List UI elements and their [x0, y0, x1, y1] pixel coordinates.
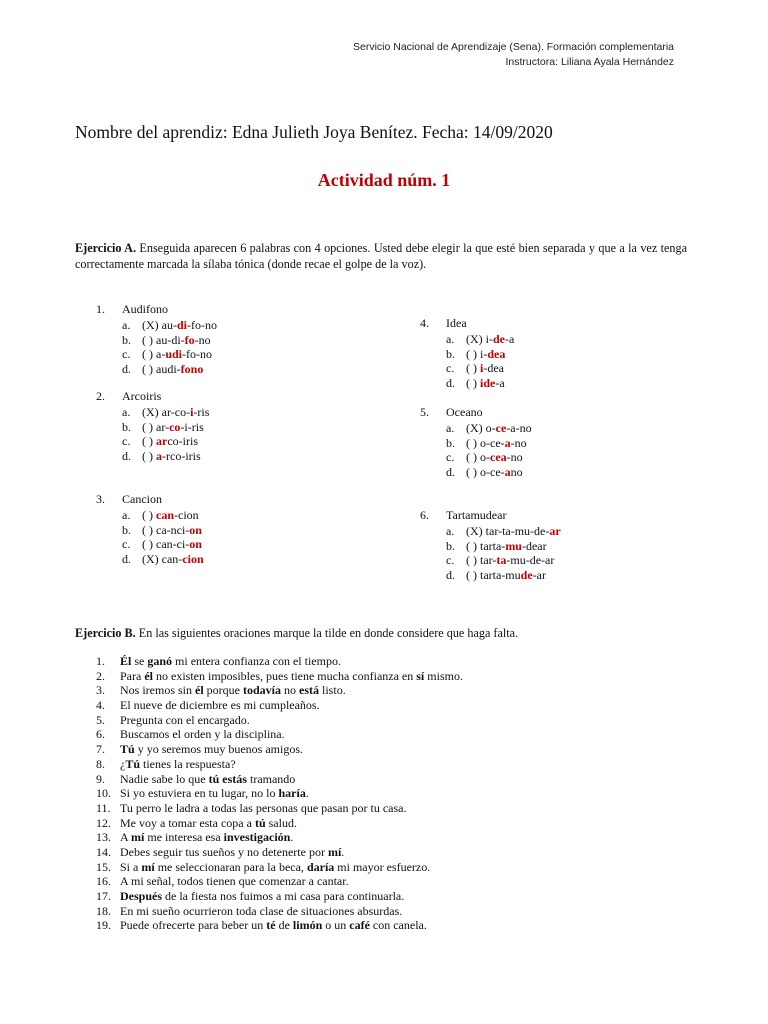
answer-option [446, 361, 514, 376]
syllable-text: ( ) tar- [466, 553, 497, 568]
sentence-text: A [120, 830, 132, 845]
stressed-syllable: can [156, 508, 174, 522]
answer-option [122, 318, 217, 333]
exercise-a-instructions [75, 240, 687, 272]
sentence-item [96, 698, 463, 713]
answer-option [122, 449, 209, 464]
accented-word: Tú [120, 742, 135, 757]
sentence-text: o un [322, 918, 350, 933]
syllable-text: ( ) tarta-mu [466, 567, 521, 582]
stressed-syllable: ce [495, 421, 507, 435]
syllable-text: no [510, 464, 523, 479]
syllable-text: ( ) [142, 448, 156, 463]
sentence-number: 1. [96, 654, 105, 668]
accented-word: té [266, 918, 276, 933]
accented-word: él [144, 668, 153, 683]
sentence-text: con canela. [369, 918, 427, 933]
exercise-b-text: En las siguientes oraciones marque la tilde en donde considere que haga falta. [135, 626, 519, 640]
sentence-item [96, 742, 463, 757]
sentence-text: salud. [265, 815, 297, 830]
sentence-item [96, 801, 463, 816]
answer-option [122, 552, 204, 567]
answer-option [446, 436, 532, 451]
sentence-text: Si yo estuviera en tu lugar, no lo [120, 786, 279, 801]
sentence-text: . [290, 830, 294, 845]
sentence-number: 2. [96, 668, 105, 683]
sentence-number: 9. [96, 771, 105, 786]
option-text [142, 434, 198, 449]
accented-word: Tú [125, 756, 141, 771]
sentence-text: me seleccionaran para la beca, [154, 859, 307, 874]
sentence-number: 11. [96, 800, 111, 815]
syllable-text: -ris [193, 405, 210, 419]
answer-option [122, 347, 217, 362]
sentence-text: de la fiesta nos fuimos a mi casa para continuarla. [162, 889, 405, 903]
answer-option [122, 420, 209, 435]
syllable-text: ( ) o- [466, 450, 490, 465]
syllable-text: (X) can- [142, 551, 183, 566]
accented-word: todavía [243, 683, 282, 698]
sentence-text: Pregunta con el encargado. [120, 712, 250, 727]
syllable-text: ( ) [142, 508, 156, 522]
question-number: 3. [96, 492, 105, 506]
stressed-syllable: fo [184, 332, 195, 347]
sentence-list [96, 654, 463, 933]
syllable-text: -no [506, 450, 523, 465]
syllable-text: ( ) a- [142, 347, 166, 362]
sentence-text: Nadie sabe lo que [120, 771, 209, 786]
option-letter: a. [122, 405, 131, 419]
syllable-text: -rco-iris [162, 448, 201, 463]
sentence-text: El nueve de diciembre es mi cumpleaños. [120, 698, 320, 713]
stressed-syllable: i [190, 405, 194, 419]
sentence-number: 4. [96, 698, 105, 713]
sentence-item [96, 654, 463, 669]
question-word: Tartamudear [446, 508, 507, 522]
answer-option [446, 568, 561, 583]
answer-option [446, 421, 532, 436]
sentence-text: no [281, 683, 300, 698]
option-letter: d. [122, 361, 131, 376]
stressed-syllable: a [504, 435, 511, 450]
question-number: 6. [420, 508, 429, 522]
answer-option [446, 465, 532, 480]
sentence-number: 17. [96, 889, 111, 903]
sentence-text: En mi sueño ocurrieron toda clase de situaciones absurdas. [120, 903, 403, 918]
question-number: 5. [420, 405, 429, 419]
sentence-item [96, 904, 463, 919]
sentence-item [96, 889, 463, 904]
syllable-text: (X) au- [142, 318, 177, 332]
stressed-syllable: on [189, 522, 202, 537]
accented-word: sí [416, 668, 425, 683]
accented-word: tú [254, 815, 266, 830]
stressed-syllable: i [480, 361, 484, 376]
option-letter: a. [122, 318, 131, 332]
activity-title: Actividad núm. 1 [317, 170, 451, 190]
sentence-text: Tu perro le ladra a todas las personas que pasan por tu casa. [120, 800, 407, 815]
option-letter: c. [122, 347, 131, 362]
answer-option [446, 332, 514, 347]
sentence-number: 19. [96, 918, 111, 933]
exercise-b-label: Ejercicio B. [75, 626, 136, 640]
answer-option [446, 539, 561, 554]
stressed-syllable: co [169, 419, 181, 434]
accented-word: mí [327, 844, 342, 859]
answer-option [122, 508, 204, 523]
option-letter: b. [446, 435, 455, 450]
sentence-text: tienes la respuesta? [140, 756, 236, 771]
option-list [446, 421, 532, 479]
option-text [142, 362, 203, 377]
syllable-text: ( ) audi- [142, 361, 181, 376]
stressed-syllable: de [520, 567, 533, 582]
option-text [466, 421, 532, 436]
syllable-text: -a [495, 375, 505, 390]
sentence-item [96, 727, 463, 742]
stressed-syllable: ide [480, 375, 496, 390]
stressed-syllable: de [493, 332, 505, 346]
accented-word: Después [120, 889, 163, 903]
stressed-syllable: udi [165, 347, 183, 362]
question-number: 1. [96, 302, 105, 316]
stressed-syllable: cion [182, 551, 204, 566]
option-text [466, 553, 554, 568]
answer-option [446, 376, 514, 391]
sentence-item [96, 918, 463, 933]
option-text [142, 449, 201, 464]
sentence-text: . [341, 844, 345, 859]
stressed-syllable: fono [180, 361, 204, 376]
syllable-text: (X) i- [466, 332, 493, 346]
option-text [142, 420, 204, 435]
sentence-number: 8. [96, 756, 105, 771]
option-letter: b. [446, 538, 455, 553]
stressed-syllable: a [156, 448, 162, 463]
option-letter: c. [446, 361, 455, 376]
option-text [466, 361, 504, 376]
syllable-text: ( ) au-di- [142, 332, 185, 347]
sentence-number: 13. [96, 830, 111, 845]
answer-option [446, 553, 561, 568]
option-text [142, 552, 204, 567]
sentence-item [96, 786, 463, 801]
option-letter: c. [122, 434, 131, 449]
sentence-number: 3. [96, 683, 105, 698]
option-list [446, 524, 561, 582]
syllable-text: ( ) [466, 375, 480, 390]
option-list [122, 508, 204, 566]
sentence-text: mi entera confianza con el tiempo. [172, 654, 341, 668]
option-letter: b. [122, 332, 131, 347]
sentence-item [96, 713, 463, 728]
sentence-text: Nos iremos sin [120, 683, 195, 698]
option-text [142, 405, 209, 420]
sentence-number: 6. [96, 727, 105, 742]
syllable-text: -dea [483, 361, 504, 376]
syllable-text: -no [510, 435, 527, 450]
option-letter: d. [446, 464, 455, 479]
document-header [353, 40, 674, 70]
sentence-text: se [131, 654, 148, 668]
option-letter: a. [446, 524, 455, 538]
option-list [122, 405, 209, 463]
accented-word: investigación [223, 830, 291, 845]
stressed-syllable: mu [505, 538, 522, 553]
sentence-text: Para [120, 668, 145, 683]
stressed-syllable: cea [490, 450, 507, 465]
syllable-text: (X) ar-co- [142, 405, 191, 419]
option-letter: d. [446, 567, 455, 582]
exercise-b-instructions [75, 625, 687, 641]
sentence-text: tramando [246, 771, 296, 786]
option-letter: a. [446, 332, 455, 346]
syllable-text: (X) o- [466, 421, 496, 435]
option-text [466, 450, 523, 465]
header-institution: Servicio Nacional de Aprendizaje (Sena). Formación complementaria [353, 41, 674, 53]
answer-option [122, 537, 204, 552]
sentence-text: . [305, 786, 309, 801]
sentence-text: y yo seremos muy buenos amigos. [134, 742, 304, 757]
sentence-item [96, 874, 463, 889]
answer-option [122, 434, 209, 449]
accented-word: daría [306, 859, 335, 874]
stressed-syllable: ar [156, 434, 168, 449]
syllable-text: ( ) ca-nci- [142, 522, 190, 537]
syllable-text: -a-no [506, 421, 532, 435]
option-text [142, 318, 217, 333]
answer-option [446, 524, 561, 539]
stressed-syllable: a [504, 464, 511, 479]
option-text [466, 347, 505, 362]
sentence-number: 16. [96, 874, 111, 889]
option-letter: a. [446, 421, 455, 435]
question-word: Idea [446, 316, 467, 330]
sentence-item [96, 683, 463, 698]
stressed-syllable: di [176, 318, 187, 332]
option-text [142, 508, 199, 523]
sentence-number: 15. [96, 859, 111, 874]
stressed-syllable: dea [487, 346, 506, 361]
sentence-text: me interesa esa [144, 830, 224, 845]
sentence-text: no existen imposibles, pues tiene mucha confianza en [153, 668, 417, 683]
option-letter: c. [446, 450, 455, 465]
option-text [142, 333, 211, 348]
option-text [466, 376, 505, 391]
syllable-text: -ar [532, 567, 546, 582]
sentence-text: Buscamos el orden y la disciplina. [120, 727, 285, 742]
syllable-text: -cion [174, 508, 199, 522]
option-list [122, 318, 217, 376]
sentence-number: 10. [96, 786, 111, 801]
syllable-text: (X) tar-ta-mu-de- [466, 524, 550, 538]
question-word: Arcoiris [122, 389, 162, 403]
accented-word: café [349, 918, 370, 933]
sentence-text: Debes seguir tus sueños y no detenerte por [120, 844, 328, 859]
syllable-text: -fo-no [182, 347, 213, 362]
option-text [466, 465, 523, 480]
question-word: Oceano [446, 405, 483, 419]
sentence-number: 12. [96, 815, 111, 830]
exercise-a-label: Ejercicio A. [75, 241, 137, 255]
student-name-date: Nombre del aprendiz: Edna Julieth Joya Benítez. Fecha: 14/09/2020 [75, 122, 553, 142]
option-text [466, 436, 527, 451]
option-list [446, 332, 514, 390]
option-text [466, 539, 547, 554]
sentence-number: 7. [96, 742, 105, 757]
syllable-text: -a [505, 332, 515, 346]
sentence-item [96, 757, 463, 772]
option-letter: a. [122, 508, 131, 522]
accented-word: Él [120, 654, 132, 668]
syllable-text: ( ) o-ce- [466, 464, 505, 479]
sentence-text: mismo. [424, 668, 463, 683]
option-letter: d. [446, 375, 455, 390]
syllable-text: ( ) can-ci- [142, 537, 190, 552]
sentence-text: Puede ofrecerte para beber un [120, 918, 267, 933]
option-text [466, 568, 546, 583]
sentence-text: mi mayor esfuerzo. [334, 859, 431, 874]
option-text [142, 523, 202, 538]
syllable-text: -dear [521, 538, 547, 553]
syllable-text: ( ) ar- [142, 419, 170, 434]
question-word: Cancion [122, 492, 162, 506]
question-number: 4. [420, 316, 429, 330]
sentence-number: 14. [96, 844, 111, 859]
accented-word: mí [131, 830, 145, 845]
stressed-syllable: ta [496, 553, 507, 568]
syllable-text: -no [194, 332, 211, 347]
accented-word: él [195, 683, 204, 698]
sentence-item [96, 772, 463, 787]
syllable-text: -fo-no [187, 318, 217, 332]
header-instructor: Instructora: Liliana Ayala Hernández [505, 56, 674, 68]
sentence-item [96, 830, 463, 845]
sentence-text: Si a [120, 859, 142, 874]
accented-word: ganó [147, 654, 173, 668]
accented-word: mí [141, 859, 155, 874]
sentence-item [96, 816, 463, 831]
sentence-text: de [275, 918, 293, 933]
option-text [142, 537, 202, 552]
answer-option [122, 362, 217, 377]
syllable-text: ( ) [142, 434, 156, 449]
sentence-text: ¿ [120, 756, 126, 771]
option-text [466, 524, 561, 539]
syllable-text: ( ) tarta- [466, 538, 506, 553]
syllable-text: -mu-de-ar [506, 553, 555, 568]
accented-word: haría [278, 786, 306, 801]
syllable-text: -i-ris [180, 419, 204, 434]
answer-option [122, 523, 204, 538]
accented-word: tú estás [208, 771, 247, 786]
option-letter: d. [122, 551, 131, 566]
sentence-text: listo. [319, 683, 346, 698]
question-word: Audifono [122, 302, 168, 316]
sentence-text: Me voy a tomar esta copa a [120, 815, 255, 830]
sentence-item [96, 860, 463, 875]
stressed-syllable: on [189, 537, 202, 552]
sentence-number: 18. [96, 903, 111, 918]
answer-option [446, 450, 532, 465]
sentence-item [96, 669, 463, 684]
option-text [142, 347, 212, 362]
sentence-item [96, 845, 463, 860]
option-text [466, 332, 514, 347]
sentence-number: 5. [96, 712, 105, 727]
syllable-text: co-iris [167, 434, 198, 449]
stressed-syllable: ar [549, 524, 561, 538]
sentence-text: porque [203, 683, 243, 698]
syllable-text: ( ) o-ce- [466, 435, 505, 450]
answer-option [122, 405, 209, 420]
sentence-text: A mi señal, todos tienen que comenzar a cantar. [120, 874, 349, 889]
exercise-a-text: Enseguida aparecen 6 palabras con 4 opciones. Usted debe elegir la que esté bien separada y que a la vez tenga correctamente marcada la sílaba tónica (donde recae el golpe de la voz). [75, 241, 687, 271]
option-letter: b. [446, 346, 455, 361]
option-letter: b. [122, 419, 131, 434]
option-letter: b. [122, 522, 131, 537]
accented-word: limón [292, 918, 323, 933]
answer-option [122, 333, 217, 348]
answer-option [446, 347, 514, 362]
syllable-text: ( ) i- [466, 346, 488, 361]
option-letter: c. [122, 537, 131, 552]
accented-word: está [299, 683, 320, 698]
question-number: 2. [96, 389, 105, 403]
option-letter: c. [446, 553, 455, 568]
option-letter: d. [122, 448, 131, 463]
syllable-text: ( ) [466, 361, 480, 376]
